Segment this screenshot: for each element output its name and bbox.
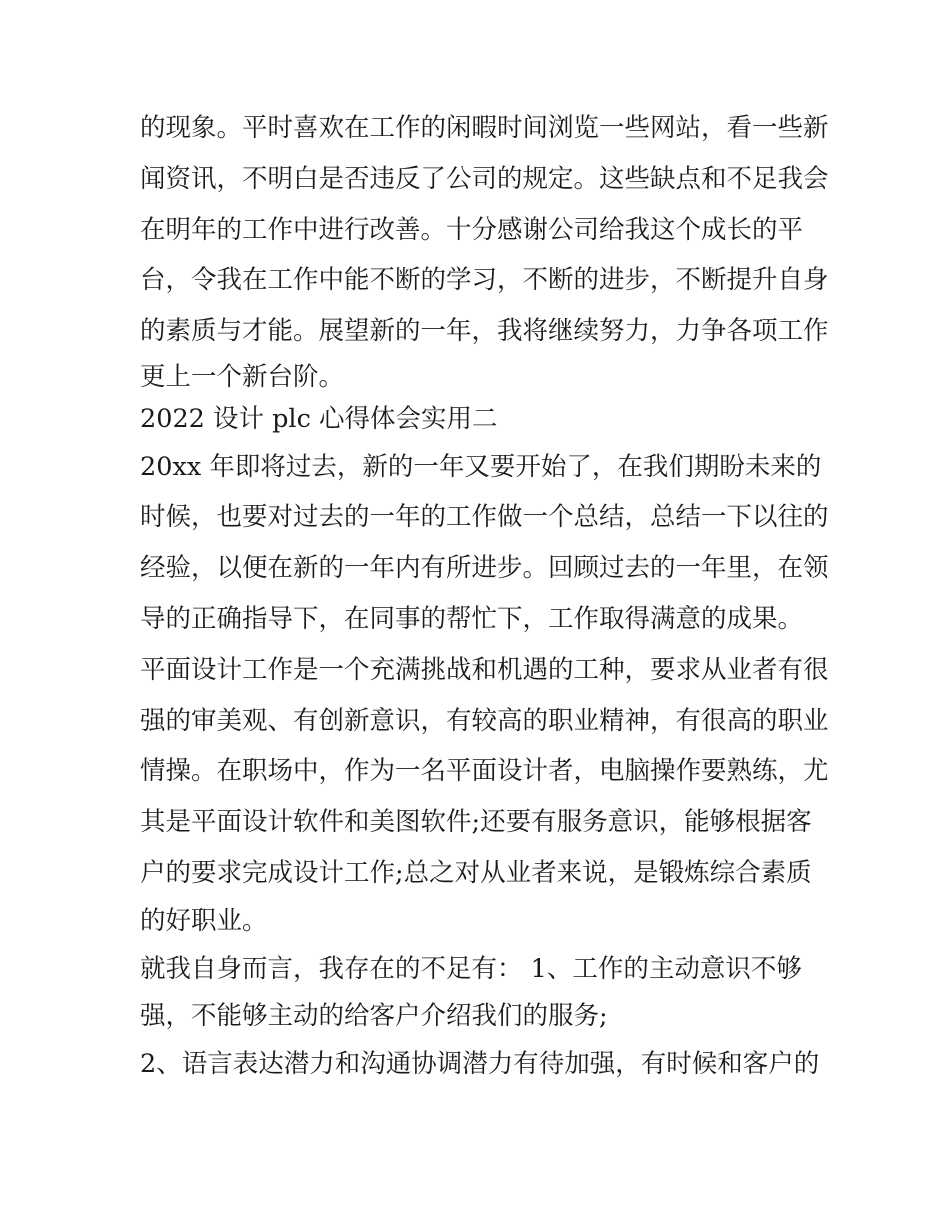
section-heading: 2022 设计 plc 心得体会实用二 <box>140 404 498 435</box>
text-line-16: 户的要求完成设计工作;总之对从业者来说，是锻炼综合素质 <box>140 858 812 889</box>
text-line-5: 的素质与才能。展望新的一年，我将继续努力，力争各项工作 <box>140 316 829 347</box>
text-line-9: 时候，也要对过去的一年的工作做一个总结，总结一下以往的 <box>140 502 829 533</box>
text-line-11: 导的正确指导下，在同事的帮忙下，工作取得满意的成果。 <box>140 604 804 635</box>
text-line-3: 在明年的工作中进行改善。十分感谢公司给我这个成长的平 <box>140 214 804 245</box>
text-line-12: 平面设计工作是一个充满挑战和机遇的工种，要求从业者有很 <box>140 654 829 685</box>
text-line-17: 的好职业。 <box>140 905 268 936</box>
text-line-13: 强的审美观、有创新意识，有较高的职业精神，有很高的职业 <box>140 705 829 736</box>
text-line-4: 台，令我在工作中能不断的学习，不断的进步，不断提升自身 <box>140 265 829 296</box>
text-line-2: 闻资讯，不明白是否违反了公司的规定。这些缺点和不足我会 <box>140 163 829 194</box>
text-line-1: 的现象。平时喜欢在工作的闲暇时间浏览一些网站，看一些新 <box>140 113 829 143</box>
text-line-8: 20xx 年即将过去，新的一年又要开始了，在我们期盼未来的 <box>140 451 822 482</box>
text-line-20: 2、语言表达潜力和沟通协调潜力有待加强，有时候和客户的 <box>140 1049 820 1080</box>
text-line-18: 就我自身而言，我存在的不足有： 1、工作的主动意识不够 <box>140 953 802 984</box>
document-body <box>140 103 829 1090</box>
text-line-19: 强，不能够主动的给客户介绍我们的服务; <box>140 1001 608 1032</box>
text-line-14: 情操。在职场中，作为一名平面设计者，电脑操作要熟练，尤 <box>140 756 829 787</box>
text-line-10: 经验，以便在新的一年内有所进步。回顾过去的一年里，在领 <box>140 553 829 584</box>
text-line-15: 其是平面设计软件和美图软件;还要有服务意识，能够根据客 <box>140 807 812 838</box>
text-line-6: 更上一个新台阶。 <box>140 361 345 392</box>
